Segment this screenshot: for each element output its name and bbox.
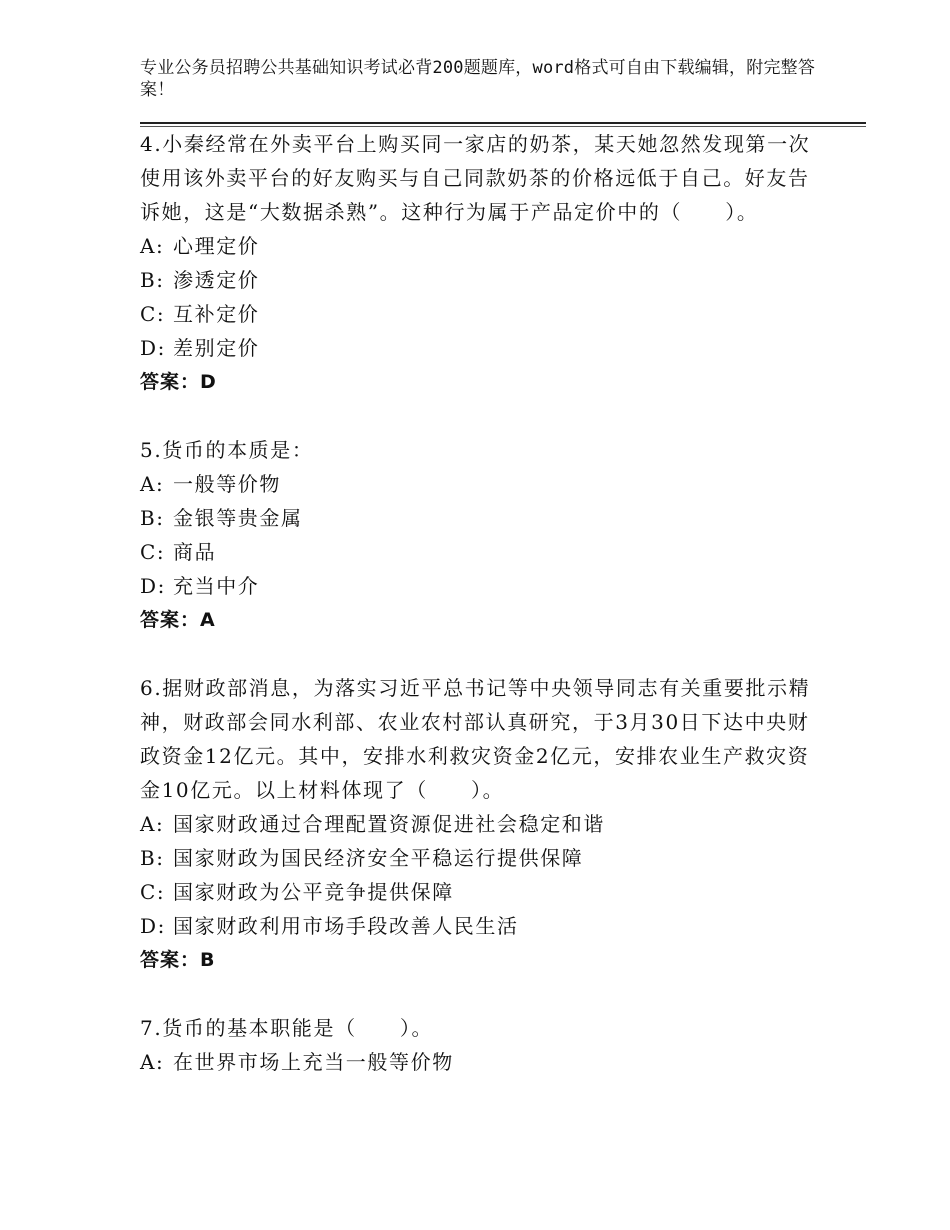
option-c [140, 297, 820, 331]
option-d [140, 331, 820, 365]
option-letter: D: [140, 574, 166, 598]
question-stem: 4.小秦经常在外卖平台上购买同一家店的奶茶，某天她忽然发现第一次使用该外卖平台的好友购买与自己同款奶茶的价格远低于自己。好友告诉她，这是“大数据杀熟”。这种行为属于产品定价中的（ ）。 [140, 132, 811, 224]
spacer [140, 637, 820, 671]
option-text: 金银等贵金属 [173, 506, 303, 530]
answer-line: 答案：B [140, 949, 216, 971]
option-text: 在世界市场上充当一般等价物 [173, 1050, 454, 1074]
option-letter: C: [140, 540, 166, 564]
option-letter: A: [140, 472, 165, 496]
option-a [140, 1045, 820, 1079]
option-letter: B: [140, 268, 165, 292]
option-letter: D: [140, 336, 166, 360]
option-d [140, 569, 820, 603]
option-a [140, 467, 820, 501]
option-text: 国家财政利用市场手段改善人民生活 [173, 914, 519, 938]
option-text: 充当中介 [173, 574, 260, 598]
option-text: 商品 [173, 540, 217, 564]
header-rule-thick [140, 122, 866, 124]
option-text: 渗透定价 [173, 268, 260, 292]
spacer [140, 977, 820, 1011]
question-6 [140, 671, 820, 977]
question-stem: 5.货币的本质是： [140, 438, 314, 462]
question-4 [140, 127, 820, 399]
option-letter: A: [140, 234, 165, 258]
option-letter: C: [140, 880, 166, 904]
option-letter: D: [140, 914, 166, 938]
spacer [140, 399, 820, 433]
option-text: 心理定价 [173, 234, 260, 258]
option-c [140, 875, 820, 909]
question-list [140, 127, 820, 1079]
question-7 [140, 1011, 820, 1079]
option-a [140, 807, 820, 841]
option-b [140, 263, 820, 297]
option-d [140, 909, 820, 943]
question-stem: 7.货币的基本职能是（ ）。 [140, 1016, 434, 1040]
option-text: 国家财政为公平竞争提供保障 [173, 880, 454, 904]
header-note: 专业公务员招聘公共基础知识考试必背200题题库，word格式可自由下载编辑，附完整答案！ [140, 58, 816, 100]
option-text: 国家财政通过合理配置资源促进社会稳定和谐 [173, 812, 605, 836]
option-letter: C: [140, 302, 166, 326]
option-text: 互补定价 [173, 302, 260, 326]
option-letter: B: [140, 846, 165, 870]
option-text: 国家财政为国民经济安全平稳运行提供保障 [173, 846, 584, 870]
option-c [140, 535, 820, 569]
option-a [140, 229, 820, 263]
option-letter: B: [140, 506, 165, 530]
option-b [140, 841, 820, 875]
option-b [140, 501, 820, 535]
answer-line: 答案：A [140, 609, 216, 631]
question-5 [140, 433, 820, 637]
option-letter: A: [140, 1050, 165, 1074]
question-stem: 6.据财政部消息，为落实习近平总书记等中央领导同志有关重要批示精神，财政部会同水利部、农业农村部认真研究，于3月30日下达中央财政资金12亿元。其中，安排水利救灾资金2亿元，安排农业生产救灾资金10亿元。以上材料体现了（ ）。 [140, 676, 811, 802]
answer-line: 答案：D [140, 371, 217, 393]
option-text: 差别定价 [173, 336, 260, 360]
option-letter: A: [140, 812, 165, 836]
option-text: 一般等价物 [173, 472, 281, 496]
